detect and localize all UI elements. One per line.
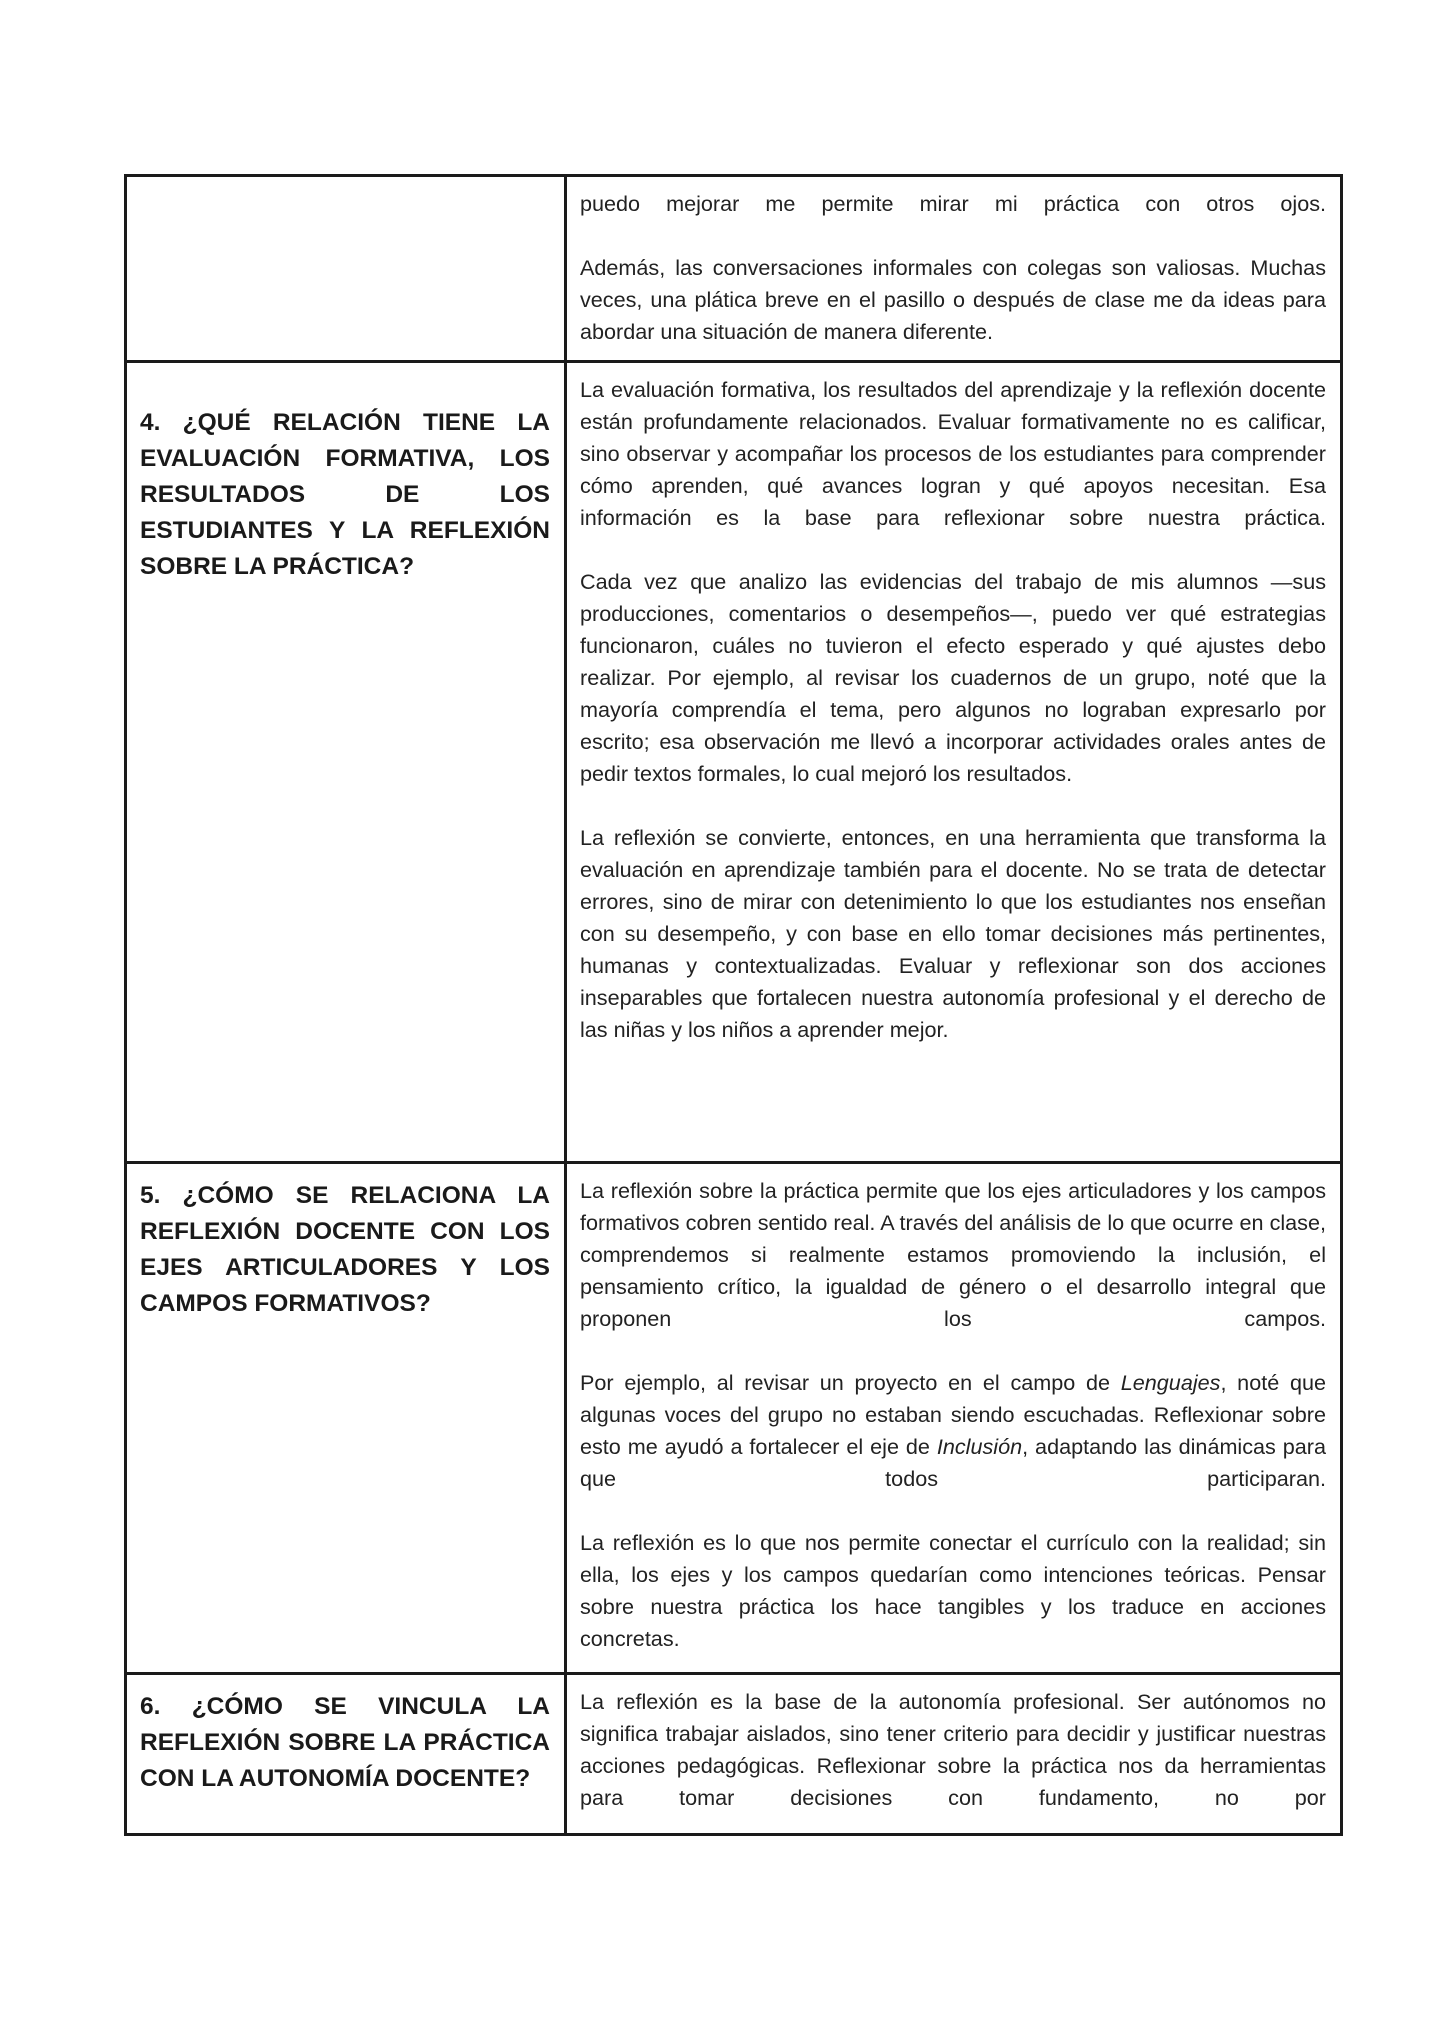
question-cell	[126, 1163, 566, 1674]
table-row	[126, 1163, 1342, 1674]
reflection-table	[124, 174, 1343, 1836]
question-text: 6. ¿CÓMO SE VINCULA LA REFLEXIÓN SOBRE LA PRÁCTICA CON LA AUTONOMÍA DOCENTE?	[140, 1693, 550, 1792]
answer-cell	[566, 1674, 1342, 1835]
question-cell	[126, 1674, 566, 1835]
answer-paragraph: Cada vez que analizo las evidencias del trabajo de mis alumnos —sus producciones, comentarios o desempeños—, puedo ver qué estrategias funcionaron, cuáles no tuvieron el efecto esperado y qué ajustes debo realizar. Por ejemplo, al revisar los cuadernos de un grupo, noté que la mayoría comprendía el tema, pero algunos no lograban expresarlo por escrito; esa observación me llevó a incorporar actividades orales antes de pedir textos formales, lo cual mejoró los resultados.	[580, 569, 1326, 786]
question-cell	[126, 176, 566, 362]
answer-cell	[566, 362, 1342, 1163]
answer-paragraph: La reflexión sobre la práctica permite que los ejes articuladores y los campos formativos cobren sentido real. A través del análisis de lo que ocurre en clase, comprendemos si realmente estamos promoviendo la inclusión, el pensamiento crítico, la igualdad de género o el desarrollo integral que proponen los campos.	[580, 1178, 1326, 1331]
answer-paragraph: La evaluación formativa, los resultados del aprendizaje y la reflexión docente están profundamente relacionados. Evaluar formativamente no es calificar, sino observar y acompañar los procesos de los estudiantes para comprender cómo aprenden, qué avances logran y qué apoyos necesitan. Esa información es la base para reflexionar sobre nuestra práctica.	[580, 377, 1326, 530]
table-row	[126, 362, 1342, 1163]
question-text: 5. ¿CÓMO SE RELACIONA LA REFLEXIÓN DOCENTE CON LOS EJES ARTICULADORES Y LOS CAMPOS FORMATIVOS?	[140, 1182, 550, 1317]
answer-paragraph: La reflexión es lo que nos permite conectar el currículo con la realidad; sin ella, los ejes y los campos quedarían como intenciones teóricas. Pensar sobre nuestra práctica los hace tangibles y los traduce en acciones concretas.	[580, 1530, 1326, 1651]
answer-text: , adaptando las dinámicas para que todos participaran.	[580, 1434, 1326, 1491]
answer-paragraph: La reflexión se convierte, entonces, en una herramienta que transforma la evaluación en aprendizaje también para el docente. No se trata de detectar errores, sino de mirar con detenimiento lo que los estudiantes nos enseñan con su desempeño, y con base en ello tomar decisiones más pertinentes, humanas y contextualizadas. Evaluar y reflexionar son dos acciones inseparables que fortalecen nuestra autonomía profesional y el derecho de las niñas y los niños a aprender mejor.	[580, 825, 1326, 1042]
question-text	[127, 177, 564, 219]
answer-cell	[566, 1163, 1342, 1674]
table-row	[126, 1674, 1342, 1835]
answer-paragraph: Además, las conversaciones informales con colegas son valiosas. Muchas veces, una plática breve en el pasillo o después de clase me da ideas para abordar una situación de manera diferente.	[580, 255, 1326, 344]
answer-text: , noté que algunas voces del grupo no estaban siendo escuchadas. Reflexionar sobre esto me ayudó a fortalecer el eje de	[580, 1370, 1326, 1459]
axis-name-inclusion: Inclusión	[936, 1434, 1023, 1459]
answer-cell	[566, 176, 1342, 362]
answer-text: Por ejemplo, al revisar un proyecto en el campo de	[580, 1370, 1121, 1395]
question-text: 4. ¿QUÉ RELACIÓN TIENE LA EVALUACIÓN FORMATIVA, LOS RESULTADOS DE LOS ESTUDIANTES Y LA REFLEXIÓN SOBRE LA PRÁCTICA?	[140, 409, 550, 580]
answer-paragraph	[580, 1367, 1326, 1495]
field-name-lenguajes: Lenguajes	[1120, 1370, 1221, 1395]
question-cell	[126, 362, 566, 1163]
answer-paragraph: La reflexión es la base de la autonomía profesional. Ser autónomos no significa trabajar aislados, sino tener criterio para decidir y justificar nuestras acciones pedagógicas. Reflexionar sobre la práctica nos da herramientas para tomar decisiones con fundamento, no por	[580, 1689, 1326, 1810]
answer-paragraph: puedo mejorar me permite mirar mi práctica con otros ojos.	[580, 191, 1326, 216]
table-row	[126, 176, 1342, 362]
